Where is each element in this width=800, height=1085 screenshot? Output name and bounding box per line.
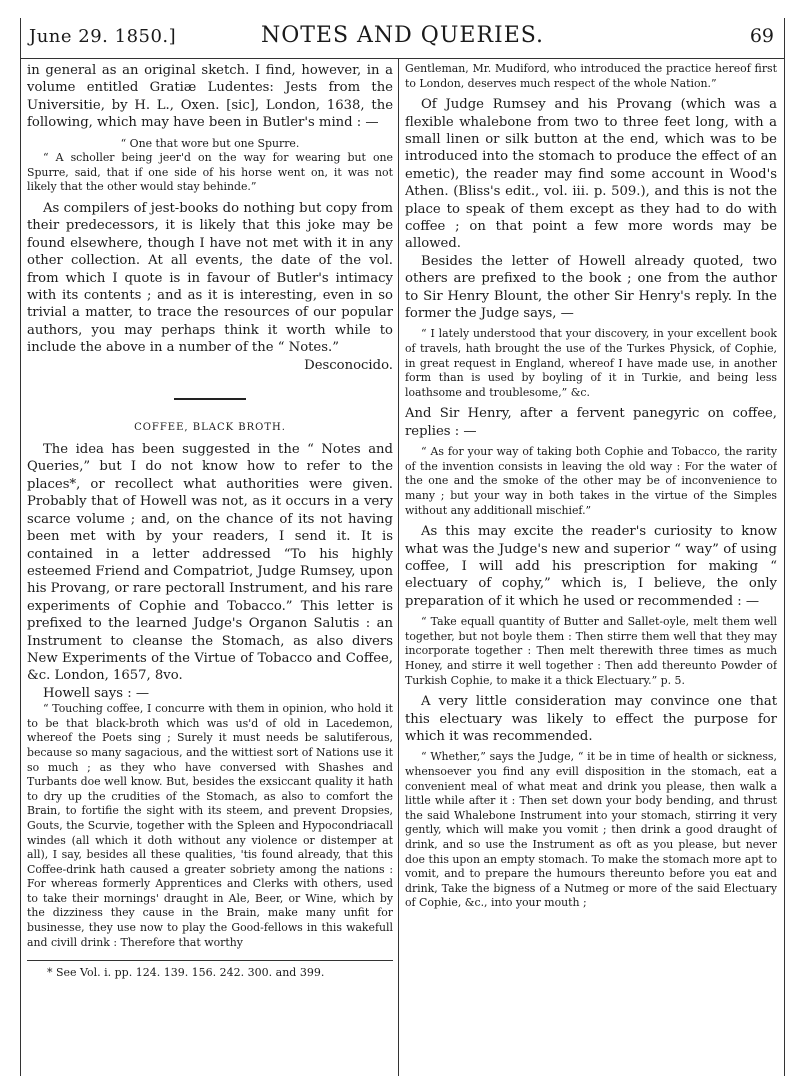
intro-paragraph: in general as an original sketch. I find, however, in a volume entitled Gratiæ Ludentes: Jests from the Universitie, by H. L., Oxen. [sic], London, 1638, the following, which may have been in Butler's mind : —	[27, 63, 393, 131]
journal-page	[20, 18, 785, 1076]
right-column	[405, 62, 777, 1072]
howell-quote: “ Touching coffee, I concurre with them in opinion, who hold it to be that black-broth which was us'd of old in Lacedemon, whereof the Poets sing ; Surely it must needs be salutiferous, because so many sagacious, and the wittiest sort of Nations use it so much ; as they who have conversed with Shashes and Turbants doe well know. But, besides the exsiccant quality it hath to dry up the crudities of the Stomach, as also to comfort the Brain, to fortifie the sight with its steem, and prevent Dropsies, Gouts, the Scurvie, together with the Spleen and Hypocondriacall windes (all which it doth without any violence or distemper at all), I say, besides all these qualities, 'tis found already, that this Coffee-drink hath caused a greater sobriety among the nations : For whereas formerly Apprentices and Clerks with others, used to take their mornings' draught in Ale, Beer, or Wine, which by the dizziness they cause in the Brain, make many unfit for businesse, they use now to play the Good-fellows in this wakefull and civill drink : Therefore that worthy	[27, 702, 393, 949]
judge-quote: “ I lately understood that your discovery, in your excellent book of travels, hath brought the use of the Turkes Physick, of Cophie, in great request in England, whereof I have made use, in another form than is used by boyling of it in Turkie, and being less loathsome and troublesome,” &c.	[405, 327, 777, 399]
sir-henry-quote: “ As for your way of taking both Cophie and Tobacco, the rarity of the invention consists in leaving the old way : For the water of the one and the smoke of the other may be of inconvenience to many ; but your way in both takes in the virtue of the Simples without any additionall mischief.”	[405, 445, 777, 517]
sir-henry-paragraph: And Sir Henry, after a fervent panegyric on coffee, replies : —	[405, 406, 777, 439]
author-signature: Desconocido.	[304, 357, 393, 373]
running-header	[21, 18, 784, 59]
journal-title: NOTES AND QUERIES.	[260, 23, 545, 48]
howell-says: Howell says : —	[43, 685, 150, 701]
provang-paragraph: Of Judge Rumsey and his Provang (which was a flexible whalebone from two to three feet long, with a small linen or silk button at the end, which was to be introduced into the stomach to produce the effect of an emetic), the reader may find some account in Wood's Athen. (Bliss's edit., vol. iii. p. 509.), and this is not the place to speak of them except as they had to do with coffee ; on that point a few more words may be allowed.	[405, 97, 777, 252]
consideration-paragraph: A very little consideration may convince one that this electuary was likely to effect the purpose for which it was recommended.	[405, 694, 777, 745]
jest-quote: “ A scholler being jeer'd on the way for wearing but one Spurre, said, that if one side of his horse went on, it was not likely that the other would stay behinde.”	[27, 151, 393, 194]
prescription-paragraph: As this may excite the reader's curiosity to know what was the Judge's new and superior “ way” of using coffee, I will add his prescription for making “ electuary of cophy,” which is, I believe, the only preparation of it which he used or recommended : —	[405, 524, 777, 609]
howell-quote-continued: Gentleman, Mr. Mudiford, who introduced the practice hereof first to London, deserves much respect of the whole Nation.”	[405, 62, 777, 90]
coffee-intro-paragraph: The idea has been suggested in the “ Notes and Queries,” but I do not know how to refer to the places*, or recollect what authorities were given. Probably that of Howell was not, as it occurs in a very scarce volume ; and, on the chance of its not having been met with by your readers, I send it. It is contained in a letter addressed “To his highly esteemed Friend and Compatriot, Judge Rumsey, upon his Provang, or rare pectorall Instrument, and his rare experiments of Cophie and Tobacco.” This letter is prefixed to the learned Judge's Organon Salutis : an Instrument to cleanse the Stomach, as also divers New Experiments of the Virtue of Tobacco and Coffee, &c. London, 1657, 8vo.	[27, 442, 393, 684]
instrument-usage-quote: “ Whether,” says the Judge, “ it be in time of health or sickness, whensoever you find any evill disposition in the stomach, eat a convenient meal of what meat and drink you please, then walk a little while after it : Then set down your body bending, and thrust the said Whalebone Instrument into your stomach, stirring it very gently, which will make you vomit ; then drink a good draught of drink, and so use the Instrument as oft as you please, but never doe this upon an empty stomach. To make the stomach more apt to vomit, and to prepare the humours thereunto before you eat and drink, Take the bigness of a Nutmeg or more of the said Electuary of Cophie, &c., into your mouth ;	[405, 750, 777, 910]
jest-title: “ One that wore but one Spurre.	[120, 136, 300, 150]
page-number: 69	[749, 25, 774, 47]
footnote: * See Vol. i. pp. 124. 139. 156. 242. 300. and 399.	[47, 966, 325, 980]
jest-commentary: As compilers of jest-books do nothing but copy from their predecessors, it is likely that this joke may be found elsewhere, though I have not met with it in any other collection. At all events, the date of the vol. from which I quote is in favour of Butler's intimacy with its contents ; and as it is interesting, even in so trivial a matter, to trace the resources of our popular authors, you may perhaps think it worth while to include the above in a number of the “ Notes.”	[27, 201, 393, 356]
left-column	[27, 62, 393, 1072]
electuary-recipe-quote: “ Take equall quantity of Butter and Sallet-oyle, melt them well together, but not boyle them : Then stirre them well that they may incorporate together : Then melt therewith three times as much Honey, and stirre it well together : Then add thereunto Powder of Turkish Cophie, to make it a thick Electuary.” p. 5.	[405, 615, 777, 687]
issue-date: June 29. 1850.]	[29, 26, 177, 47]
section-heading: COFFEE, BLACK BROTH.	[134, 422, 286, 434]
column-divider	[398, 59, 399, 1076]
letters-paragraph: Besides the letter of Howell already quoted, two others are prefixed to the book ; one from the author to Sir Henry Blount, the other Sir Henry's reply. In the former the Judge says, —	[405, 253, 777, 322]
footnote-rule	[27, 960, 393, 961]
section-rule	[174, 398, 246, 400]
